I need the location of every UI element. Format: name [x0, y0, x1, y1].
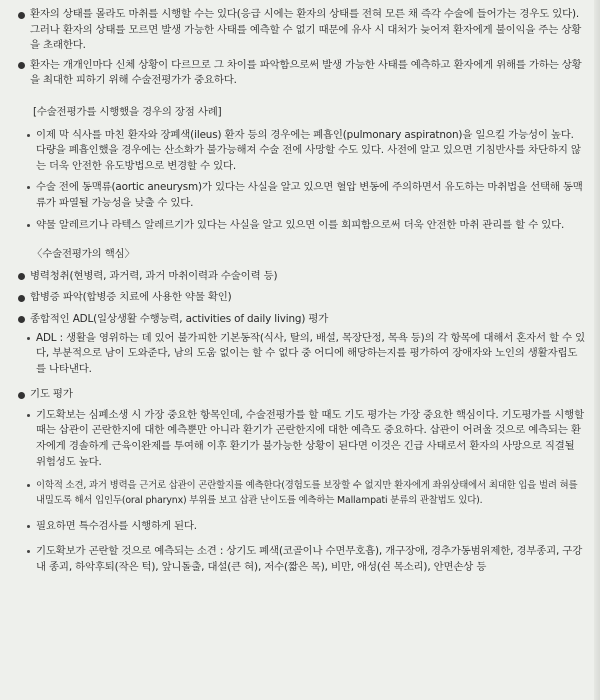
- core-airway: 기도 평가: [18, 387, 586, 403]
- case-aspiration: 이제 막 식사를 마친 환자와 장폐색(ileus) 환자 등의 경우에는 폐흡인(pulmonary aspiratnon)을 일으킬 가능성이 높다. 다량을 폐흡인했을 경우에는 산소화가 불가능해져 수술 전에 사망할 수도 있다. 사전에 알고 있으면 기침반사를 차단하지 않는 더욱 안전한 유도방법으로 변경할 수 있다.: [18, 128, 586, 175]
- page-edge-shadow: [594, 0, 600, 700]
- core-complications: 합병증 파악(합병증 치료에 사용한 약물 확인): [18, 290, 586, 306]
- airway-special-tests: 필요하면 특수검사를 시행하게 된다.: [18, 519, 586, 535]
- airway-findings: 이학적 소견, 과거 병력을 근거로 삽관이 곤란할지를 예측한다(경험도를 보장할 수 없지만 환자에게 좌위상태에서 최대한 입을 벌려 혀를 내밀도록 해서 입인두(oral pharynx) 부위를 보고 삽관 난이도를 예측하는 Mallampati 분류의 관찰법도 있다).: [18, 478, 586, 508]
- core-history: 병력청취(현병력, 과거력, 과거 마취이력과 수술이력 등): [18, 269, 586, 285]
- airway-difficult-signs: 기도확보가 곤란할 것으로 예측되는 소견 : 상기도 폐색(코골이나 수면무호흡), 개구장애, 경추가동범위제한, 경부종괴, 구강 내 종괴, 하악후퇴(작은 턱), 앞니돌출, 대설(큰 혀), 저수(짧은 목), 비만, 애성(쉰 목소리), 안면손상 등: [18, 544, 586, 575]
- adl-note: ADL : 생활을 영위하는 데 있어 불가피한 기본동작(식사, 탈의, 배설, 목장단정, 목욕 등)의 각 항목에 대해서 혼자서 할 수 있다, 부분적으로 남이 도와준다, 남의 도움 없이는 할 수 없다 중 어디에 해당하는지를 평가하여 장애자와 노인의 생활자립도를 나타낸다.: [18, 331, 586, 378]
- case-allergy: 약물 알레르기나 라텍스 알레르기가 있다는 사실을 알고 있으면 이를 회피함으로써 더욱 안전한 마취 관리를 할 수 있다.: [18, 218, 586, 234]
- section-heading-core: 〈수술전평가의 핵심〉: [32, 248, 135, 261]
- airway-importance: 기도확보는 심폐소생 시 가장 중요한 항목인데, 수술전평가를 할 때도 기도 평가는 가장 중요한 핵심이다. 기도평가를 시행할 때는 삽관이 곤란한지에 대한 예측뿐만 아니라 환기가 곤란한지에 대한 예측도 중요하다. 삽관이 어려울 것으로 예측되는 환자에게 경솔하게 근육이완제를 투여해 이후 환기가 불가능한 상황이 된다면 이것은 긴급 사태로서 환자의 사망으로 직결될 위험성도 높다.: [18, 408, 586, 470]
- section-heading-benefits: [수술전평가를 시행했을 경우의 장점 사례]: [33, 105, 222, 118]
- case-aneurysm: 수술 전에 동맥류(aortic aneurysm)가 있다는 사실을 알고 있으면 혈압 변동에 주의하면서 유도하는 마취법을 선택해 동맥류가 파열될 가능성을 낮출 수 있다.: [18, 180, 586, 211]
- paragraph-individual-differences: 환자는 개개인마다 신체 상황이 다르므로 그 차이를 파악함으로써 발생 가능한 사태를 예측하고 환자에게 위해를 가하는 상황을 최대한 피하기 위해 수술전평가가 중요하다.: [18, 58, 586, 89]
- paragraph-state-unknown: 환자의 상태를 몰라도 마취를 시행할 수는 있다(응급 시에는 환자의 상태를 전혀 모른 채 즉각 수술에 들어가는 경우도 있다). 그러나 환자의 상태를 모르면 발생 가능한 사태를 예측할 수 없기 때문에 유사 시 대처가 늦어져 환자에게 불이익을 주는 상황을 초래한다.: [18, 7, 586, 54]
- core-adl: 종합적인 ADL(일상생활 수행능력, activities of daily living) 평가: [18, 312, 586, 328]
